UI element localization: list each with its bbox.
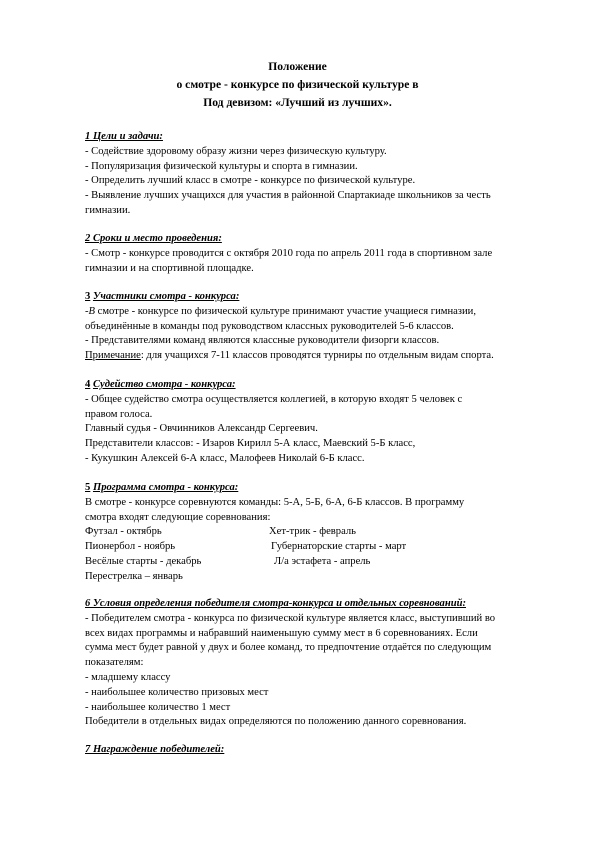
title-line-2: о смотре - конкурсе по физической культуре в — [176, 78, 419, 91]
paragraph-line: - Популяризация физической культуры и спорта в гимназии. — [85, 160, 358, 172]
paragraph-line: - Представителями команд являются классные руководители физорги классов. — [85, 335, 440, 347]
event-right: Хет-трик - февраль — [269, 526, 356, 538]
event-right: Губернаторские старты - март — [271, 541, 407, 553]
paragraph-line: - Кукушкин Алексей 6-А класс, Малофеев Николай 6-Б класс. — [85, 452, 365, 464]
paragraph-line: - Победителем смотра - конкурса по физической культуре является класс, выступивший во — [85, 612, 496, 624]
section-number: 4 — [85, 379, 91, 390]
title-line-3: Под девизом: «Лучший из лучших». — [203, 96, 392, 109]
event-left: Пионербол - ноябрь — [85, 541, 176, 553]
paragraph-line: - Смотр - конкурсе проводится с октября 2010 года по апрель 2011 года в спортивном зале — [85, 247, 493, 259]
section-number: 5 — [85, 482, 91, 493]
section-heading-text: Судейство смотра - конкурса: — [92, 379, 236, 390]
section-number: 3 — [85, 291, 91, 302]
paragraph-line: гимназии и на спортивной площадке. — [85, 262, 254, 274]
section-judging — [85, 378, 555, 467]
event-row — [85, 540, 555, 555]
paragraph-line: - младшему классу — [85, 671, 171, 683]
paragraph-line: всех видах программы и набравший наименьшую сумму мест в 6 соревнованиях. Если — [85, 627, 478, 639]
section-participants — [85, 290, 555, 364]
paragraph-line: правом голоса. — [85, 408, 153, 420]
event-left: Весёлые старты - декабрь — [85, 555, 202, 567]
section-heading: 6 Условия определения победителя смотра-конкурса и отдельных соревнований: — [85, 598, 467, 609]
section-heading — [85, 290, 555, 305]
paragraph-line: - Общее судейство смотра осуществляется коллегией, в которую входят 5 человек с — [85, 393, 463, 405]
paragraph-line: - Выявление лучших учащихся для участия в районной Спартакиаде школьников за честь — [85, 190, 491, 202]
section-heading-text: Программа смотра - конкурса: — [92, 482, 239, 493]
paragraph-line: - Содействие здоровому образу жизни через физическую культуру. — [85, 145, 387, 157]
paragraph-line: показателям: — [85, 657, 144, 669]
paragraph-line: Главный судья - Овчинников Александр Сергеевич. — [85, 423, 318, 435]
italic-prefix: -В — [85, 305, 95, 317]
section-awards — [85, 743, 555, 758]
section-heading — [85, 481, 555, 496]
section-heading-text: Участники смотра - конкурса: — [92, 291, 240, 302]
paragraph-line: В смотре - конкурсе соревнуются команды: 5-А, 5-Б, 6-А, 6-Б классов. В программу — [85, 496, 465, 508]
title-line-1: Положение — [268, 60, 327, 73]
paragraph-line: сумма мест будет равной у двух и более команд, то предпочтение отдаётся по следующим — [85, 642, 492, 654]
section-dates-place — [85, 232, 555, 276]
paragraph-line — [85, 305, 555, 320]
section-heading: 1 Цели и задачи: — [85, 131, 163, 142]
paragraph-line: - наибольшее количество 1 мест — [85, 701, 231, 713]
paragraph-line: гимназии. — [85, 204, 131, 216]
document-title — [0, 58, 595, 112]
event-row — [85, 555, 555, 570]
section-heading: 2 Сроки и место проведения: — [85, 233, 222, 244]
section-heading — [85, 378, 555, 393]
paragraph-line: Победители в отдельных видах определяются по положению данного соревнования. — [85, 716, 467, 728]
section-goals — [85, 130, 555, 219]
event-left: Футзал - октябрь — [85, 526, 162, 538]
event-row — [85, 570, 555, 585]
note-line — [85, 349, 555, 364]
paragraph-line: объединённые в команды под руководством классных руководителей 5-6 классов. — [85, 320, 454, 332]
event-row — [85, 525, 555, 540]
paragraph-line: - Определить лучший класс в смотре - конкурсе по физической культуре. — [85, 175, 416, 187]
event-right: Л/а эстафета - апрель — [274, 555, 371, 567]
paragraph-line: Представители классов: - Изаров Кирилл 5-А класс, Маевский 5-Б класс, — [85, 438, 416, 450]
note-text: : для учащихся 7-11 классов проводятся турниры по отдельным видам спорта. — [140, 350, 494, 362]
event-left: Перестрелка – январь — [85, 570, 183, 582]
section-heading: 7 Награждение победителей: — [85, 744, 225, 755]
line-text: смотре - конкурсе по физической культуре принимают участие учащиеся гимназии, — [95, 305, 476, 317]
section-winner-conditions — [85, 597, 555, 730]
section-program — [85, 481, 555, 585]
paragraph-line: - наибольшее количество призовых мест — [85, 686, 269, 698]
note-label: Примечание — [85, 350, 141, 362]
paragraph-line: смотра входят следующие соревнования: — [85, 511, 271, 523]
